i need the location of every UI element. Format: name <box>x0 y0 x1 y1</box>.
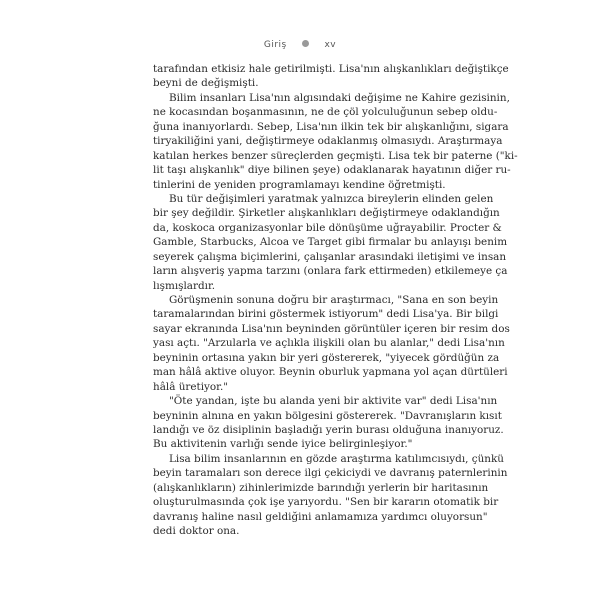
text-line: tiryakiliğini yani, değiştirmeye odaklanmış olmasıydı. Araştırmaya <box>153 135 503 148</box>
text-line: beyninin ortasına yakın bir yeri göstererek, "yiyecek gördüğün za <box>153 351 500 364</box>
text-line: ların alışveriş yapma tarzını (onlara fark ettirmeden) etkilemeye ça <box>153 265 508 278</box>
text-line: "Öte yandan, işte bu alanda yeni bir aktivite var" dedi Lisa'nın <box>169 395 498 408</box>
paragraph <box>153 394 504 452</box>
text-line: (alışkanlıkların) zihinlerimizde barındığı yerlerin bir haritasının <box>153 481 489 494</box>
running-header <box>0 40 600 50</box>
paragraph <box>153 62 509 91</box>
text-line: Lisa bilim insanlarının en gözde araştırma katılımcısıydı, çünkü <box>169 452 504 465</box>
text-line: taramalarından birini göstermek istiyorum" dedi Lisa'ya. Bir bilgi <box>153 308 499 321</box>
text-line: tarafından etkisiz hale getirilmişti. Lisa'nın alışkanlıkları değiştikçe <box>153 63 509 75</box>
paragraph <box>153 192 508 293</box>
text-line: bir şey değildir. Şirketler alışkanlıkları değiştirmeye odaklandığın <box>153 207 500 220</box>
text-line: sayar ekranında Lisa'nın beyninden görüntüler içeren bir resim dos <box>153 322 510 335</box>
bullet-separator-icon <box>302 40 309 47</box>
text-line: davranış haline nasıl geldiğini anlamamıza yardımcı oluyorsun" <box>153 510 488 523</box>
text-line: lışmışlardır. <box>153 279 216 292</box>
text-line: seyerek çalışma biçimlerini, çalışanlar arasındaki iletişimi ve insan <box>153 250 507 263</box>
text-line: lit taşı alışkanlık" diye bilinen şeye) odaklanarak hayatının diğer ru- <box>153 164 511 177</box>
text-line: Bu tür değişimleri yaratmak yalnızca bireylerin elinden gelen <box>169 192 494 205</box>
page-number: xv <box>324 40 337 50</box>
text-line: ğuna inanıyorlardı. Sebep, Lisa'nın ilkin tek bir alışkanlığını, sigara <box>153 120 509 133</box>
text-line: landığı ve öz disiplinin başladığı yerin burası olduğuna inanıyoruz. <box>153 423 504 436</box>
paragraph <box>153 293 510 394</box>
text-line: Görüşmenin sonuna doğru bir araştırmacı, "Sana en son beyin <box>169 294 499 306</box>
text-line: beyni de değişmişti. <box>153 77 259 90</box>
text-line: beyin taramaları son derece ilgi çekiciydi ve davranış paternlerinin <box>153 467 508 480</box>
text-line: oluşturulmasında çok işe yarıyordu. "Sen bir kararın otomatik bir <box>153 496 499 509</box>
text-line: hâlâ üretiyor." <box>153 380 229 393</box>
text-line: Bu aktivitenin varlığı sende iyice belirginleşiyor." <box>153 438 413 451</box>
section-title: Giriş <box>263 40 287 50</box>
text-line: Gamble, Starbucks, Alcoa ve Target gibi firmalar bu anlayışı benim <box>153 236 508 249</box>
paragraph <box>153 91 518 192</box>
text-line: tinlerini de yeniden programlamayı kendine öğretmişti. <box>153 178 446 191</box>
text-line: man hâlâ aktive oluyor. Beynin oburluk yapmana yol açan dürtüleri <box>153 366 508 379</box>
body-text <box>153 62 518 538</box>
text-line: yası açtı. "Arzularla ve açlıkla ilişkili olan bu alanlar," dedi Lisa'nın <box>153 337 505 350</box>
text-line: da, koskoca organizasyonlar bile dönüşüme uğrayabilir. Procter & <box>153 221 502 234</box>
text-line: ne kocasından boşanmasının, ne de çöl yolculuğunun sebep oldu- <box>153 106 498 119</box>
text-line: katılan herkes benzer süreçlerden geçmişti. Lisa tek bir paterne ("ki- <box>153 149 518 162</box>
text-line: beyninin alnına en yakın bölgesini göstererek. "Davranışların kısıt <box>153 409 502 422</box>
paragraph <box>153 452 508 539</box>
text-line: Bilim insanları Lisa'nın algısındaki değişime ne Kahire gezisinin, <box>169 91 510 104</box>
text-line: dedi doktor ona. <box>153 525 240 537</box>
